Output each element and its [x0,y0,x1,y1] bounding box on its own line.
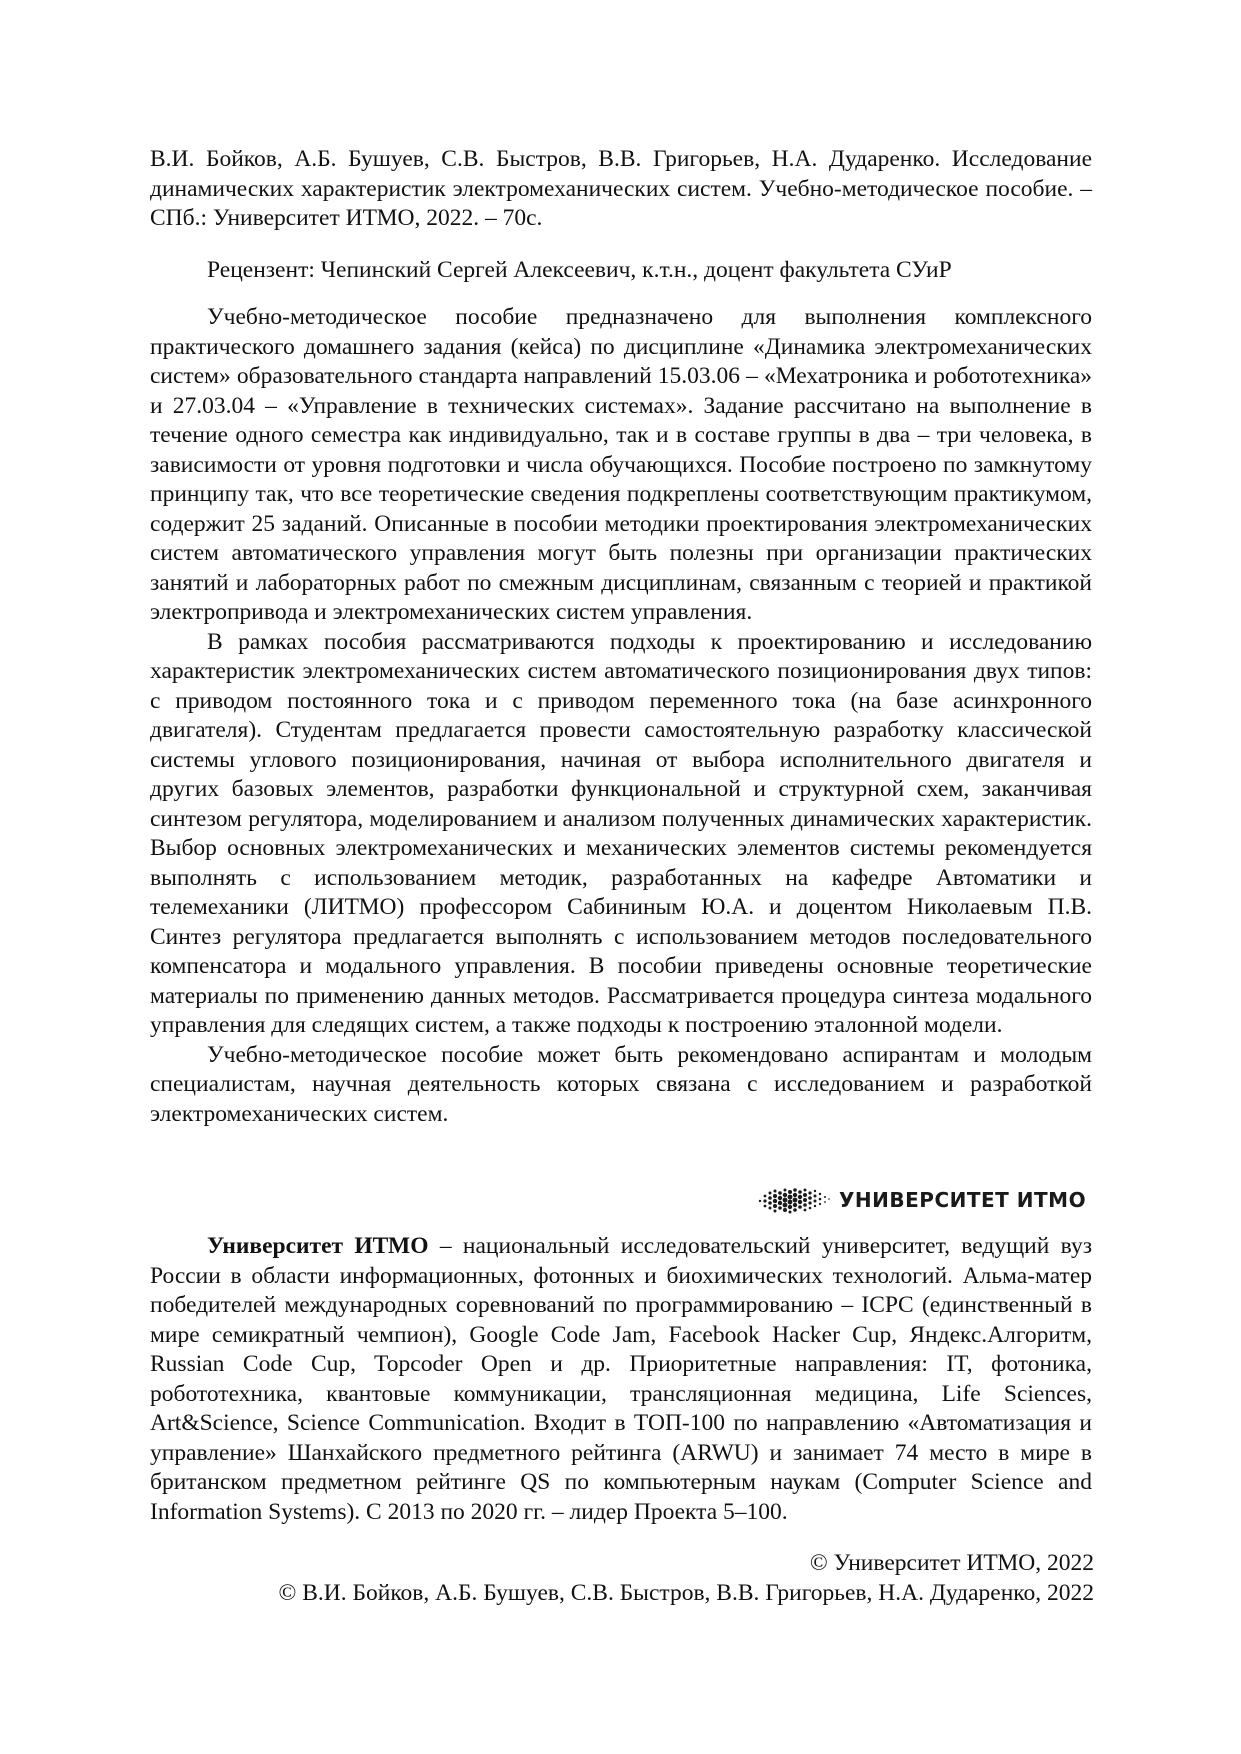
itmo-logo [757,1183,1086,1219]
reviewer-line: Рецензент: Чепинский Сергей Алексеевич, к.т.н., доцент факультета СУиР [207,257,952,283]
annotation-paragraph-3: Учебно-методическое пособие может быть рекомендовано аспирантам и молодым специалистам, научная деятельность которых связана с исследованием и разработкой электромеханических систем. [150,1041,1092,1127]
itmo-text: – национальный исследовательский университет, ведущий вуз России в области информационных, фотонных и биохимических технологий. Альма-матер победителей международных соревнований по программированию – ICPC (единственный в мире семикратный чемпион), Google Code Jam, Facebook Hacker Cup, Яндекс.Алгоритм, Russian Code Cup, Topcoder Open и др. Приоритетные направления: IT, фотоника, робототехника, квантовые коммуникации, трансляционная медицина, Life Sciences, Art&Science, Science Communication. Входит в ТОП-100 по направлению «Автоматизация и управление» Шанхайского предметного рейтинга (ARWU) и занимает 74 место в мире в британском предметном рейтинге QS по компьютерным наукам (Computer Science and Information Systems). С 2013 по 2020 гг. – лидер Проекта 5–100. [150,1233,1092,1525]
bibliographic-citation: В.И. Бойков, А.Б. Бушуев, С.В. Быстров, В.В. Григорьев, Н.А. Дударенко. Исследование динамических характеристик электромеханических систем. Учебно-методическое пособие. – СПб.: Университет ИТМО, 2022. – 70с. [150,146,1092,231]
itmo-name: Университет ИТМО [207,1233,429,1259]
annotation [150,303,1092,1129]
itmo-description [150,1232,1092,1527]
copyright-authors: © В.И. Бойков, А.Б. Бушуев, С.В. Быстров, В.В. Григорьев, Н.А. Дударенко, 2022 [278,1580,1094,1606]
copyright-university: © Университет ИТМО, 2022 [809,1550,1094,1576]
itmo-dots-logo-icon [757,1186,831,1216]
annotation-paragraph-1: Учебно-методическое пособие предназначено для выполнения комплексного практического домашнего задания (кейса) по дисциплине «Динамика электромеханических систем» образовательного стандарта направлений 15.03.06 – «Мехатроника и робототехника» и 27.03.04 – «Управление в технических системах». Задание рассчитано на выполнение в течение одного семестра как индивидуально, так и в составе группы в два – три человека, в зависимости от уровня подготовки и числа обучающихся. Пособие построено по замкнутому принципу так, что все теоретические сведения подкреплены соответствующим практикумом, содержит 25 заданий. Описанные в пособии методики проектирования электромеханических систем автоматического управления могут быть полезны при организации практических занятий и лабораторных работ по смежным дисциплинам, связанным с теорией и практикой электропривода и электромеханических систем управления. [150,304,1092,625]
annotation-paragraph-2: В рамках пособия рассматриваются подходы к проектированию и исследованию характеристик электромеханических систем автоматического позиционирования двух типов: с приводом постоянного тока и с приводом переменного тока (на базе асинхронного двигателя). Студентам предлагается провести самостоятельную разработку классической системы углового позиционирования, начиная от выбора исполнительного двигателя и других базовых элементов, разработки функциональной и структурной схем, заканчивая синтезом регулятора, моделированием и анализом полученных динамических характеристик. Выбор основных электромеханических и механических элементов системы рекомендуется выполнять с использованием методик, разработанных на кафедре Автоматики и телемеханики (ЛИТМО) профессором Сабининым Ю.А. и доцентом Николаевым П.В. Синтез регулятора предлагается выполнять с использованием методов последовательного компенсатора и модального управления. В пособии приведены основные теоретические материалы по применению данных методов. Рассматривается процедура синтеза модального управления для следящих систем, а также подходы к построению эталонной модели. [150,628,1092,1038]
logo-text: УНИВЕРСИТЕТ ИТМО [839,1188,1087,1213]
